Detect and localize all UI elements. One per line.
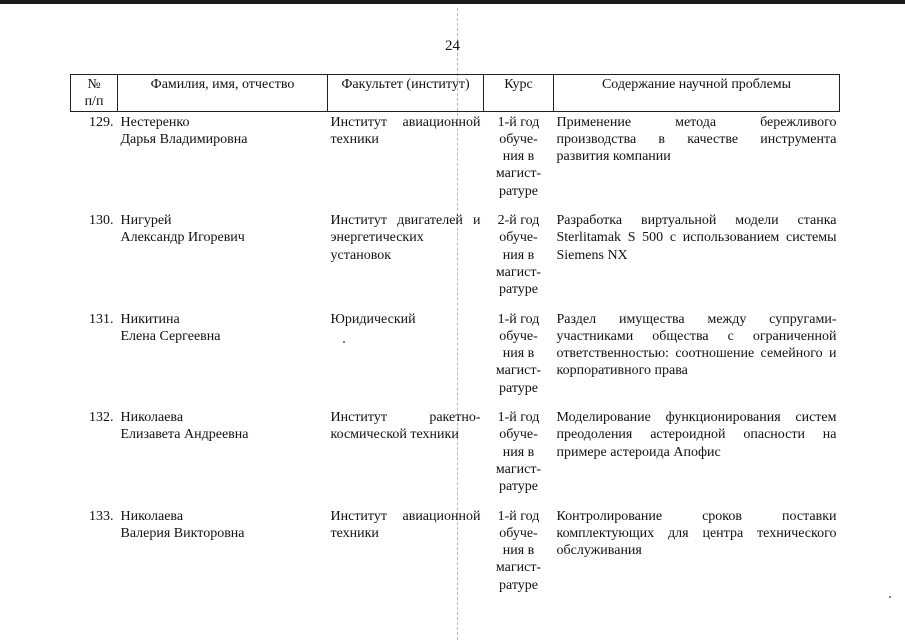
- surname: Нигурей: [120, 213, 172, 229]
- table-row: [71, 407, 840, 505]
- course-line: магист-: [495, 461, 542, 477]
- row-number: 130.: [89, 213, 114, 229]
- faculty: Институт авиационной техники: [330, 114, 481, 147]
- row-number: 132.: [89, 410, 114, 426]
- course-line: обуче-: [499, 525, 538, 541]
- course: [484, 407, 554, 505]
- course-line: магист-: [495, 363, 542, 379]
- course-line: ния в: [502, 346, 535, 362]
- course-line: обуче-: [499, 328, 538, 344]
- research-problem: Моделирование функционирования систем преодоления астероидной опасности на примере астероида Апофис: [556, 410, 837, 460]
- row-number: 129.: [89, 114, 114, 130]
- course-line: обуче-: [499, 230, 538, 246]
- header-num-line1: №: [87, 77, 101, 92]
- course: [484, 210, 554, 308]
- row-number: 133.: [89, 508, 114, 524]
- given-names: Елена Сергеевна: [120, 328, 221, 344]
- course-line: ния в: [502, 149, 535, 165]
- faculty: Институт авиационной техники: [330, 508, 481, 541]
- given-names: Валерия Викторовна: [120, 525, 245, 541]
- surname: Нестеренко: [120, 114, 190, 130]
- course-line: ратуре: [499, 282, 538, 298]
- course-line: ния в: [502, 543, 535, 559]
- given-names: Александр Игоревич: [120, 230, 245, 246]
- course-line: магист-: [495, 166, 542, 182]
- course-line: 2-й год: [497, 213, 540, 229]
- page-number: 24: [445, 38, 460, 54]
- person-name: [118, 407, 328, 505]
- course-line: магист-: [495, 264, 542, 280]
- course-line: ратуре: [499, 577, 538, 593]
- person-name: [118, 506, 328, 604]
- table-body: [71, 111, 840, 604]
- course-line: 1-й год: [497, 410, 540, 426]
- header-num: [71, 75, 118, 112]
- table-row: [71, 111, 840, 210]
- surname: Никитина: [120, 311, 180, 327]
- person-name: [118, 309, 328, 407]
- research-problem: Раздел имущества между супругами-участниками общества с ограниченной ответственностью: соотношение семейного и корпоративного права: [556, 311, 837, 379]
- table-row: [71, 506, 840, 604]
- row-number: 131.: [89, 311, 114, 327]
- header-faculty: Факультет (институт): [328, 75, 484, 112]
- surname: Николаева: [120, 410, 184, 426]
- table-header: [71, 75, 840, 112]
- faculty: Юридический: [330, 311, 416, 327]
- course-line: ратуре: [499, 479, 538, 495]
- course: [484, 111, 554, 210]
- course-line: обуче-: [499, 131, 538, 147]
- person-name: [118, 210, 328, 308]
- research-problem: Разработка виртуальной модели станка Sterlitamak S 500 с использованием системы Siemens NX: [556, 213, 837, 263]
- course-line: 1-й год: [497, 114, 540, 130]
- scan-speck: [343, 341, 345, 343]
- header-row: [71, 75, 840, 112]
- research-problem: Применение метода бережливого производства в качестве инструмента развития компании: [556, 114, 837, 165]
- faculty: Институт двигателей и энергетических установок: [330, 213, 481, 263]
- course-line: 1-й год: [497, 508, 540, 524]
- person-name: [118, 111, 328, 210]
- course-line: 1-й год: [497, 311, 540, 327]
- header-num-line2: п/п: [84, 94, 104, 110]
- course-line: ратуре: [499, 183, 538, 199]
- given-names: Елизавета Андреевна: [120, 427, 249, 443]
- header-course: Курс: [484, 75, 554, 112]
- course-line: ния в: [502, 247, 535, 263]
- table-row: [71, 210, 840, 308]
- surname: Николаева: [120, 508, 184, 524]
- course: [484, 309, 554, 407]
- course-line: обуче-: [499, 427, 538, 443]
- research-problem: Контролирование сроков поставки комплектующих для центра технического обслуживания: [556, 508, 837, 559]
- scan-top-edge: [0, 0, 905, 4]
- table-row: [71, 309, 840, 407]
- course-line: магист-: [495, 560, 542, 576]
- scan-speck: [889, 596, 891, 598]
- course-line: ния в: [502, 444, 535, 460]
- research-problems-table: [70, 74, 840, 604]
- header-name: Фамилия, имя, отчество: [118, 75, 328, 112]
- faculty: Институт ракетно-космической техники: [330, 410, 481, 443]
- header-problem: Содержание научной проблемы: [554, 75, 840, 112]
- course-line: ратуре: [499, 380, 538, 396]
- given-names: Дарья Владимировна: [120, 131, 248, 147]
- course: [484, 506, 554, 604]
